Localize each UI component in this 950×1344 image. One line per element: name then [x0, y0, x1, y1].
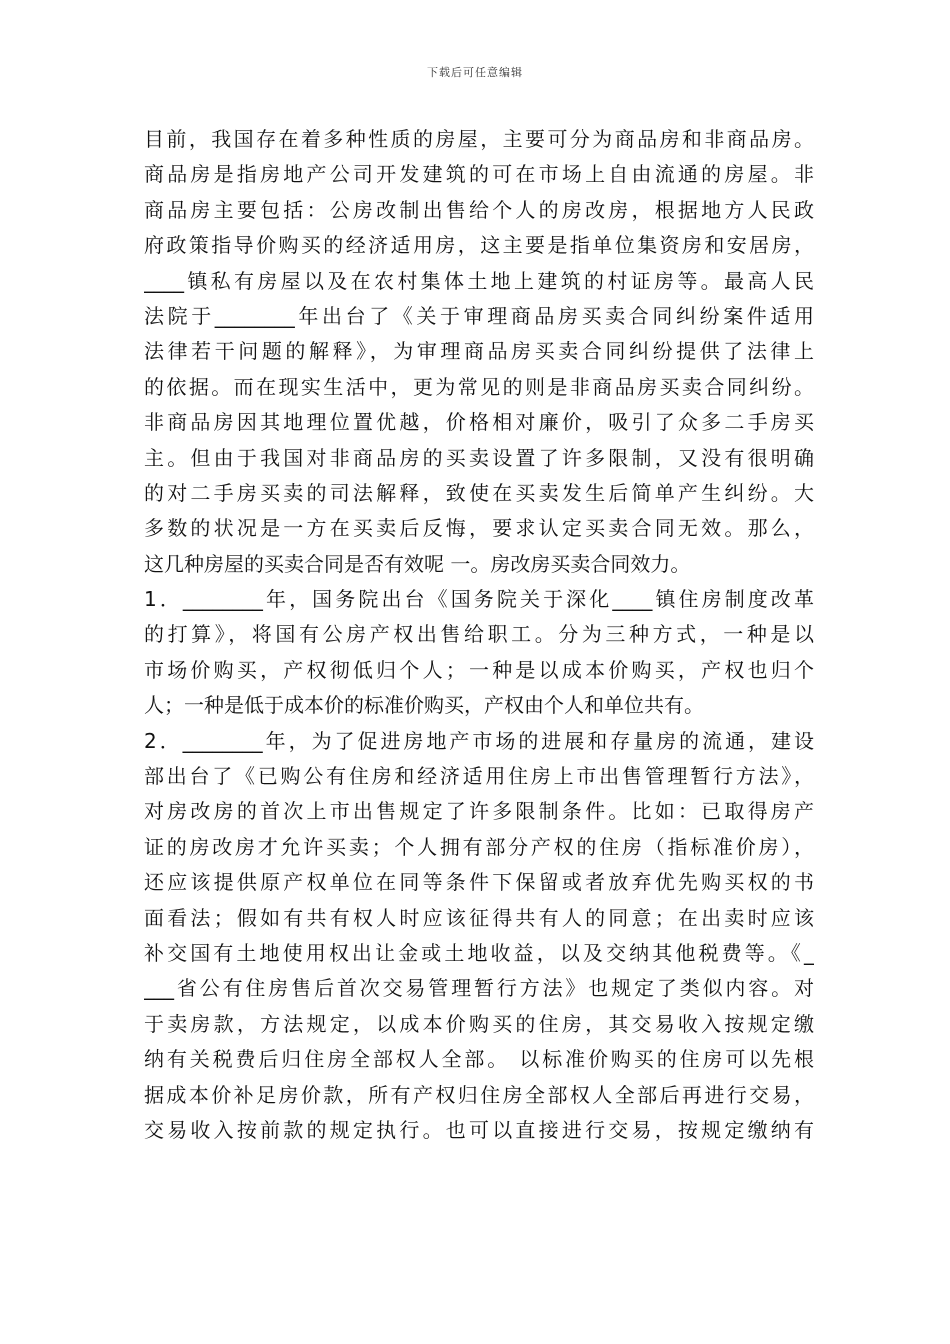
text-line: 的对二手房买卖的司法解释，致使在买卖发生后简单产生纠纷。大 [144, 480, 814, 505]
text-line: ____镇私有房屋以及在农村集体土地上建筑的村证房等。最高人民 [144, 268, 814, 293]
text-line: 市场价购买，产权彻低归个人；一种是以成本价购买，产权也归个 [144, 657, 814, 682]
text-line: 这几种房屋的买卖合同是否有效呢 一。房改房买卖合同效力。 [144, 551, 691, 576]
text-line: 多数的状况是一方在买卖后反悔，要求认定买卖合同无效。那么， [144, 516, 814, 541]
text-line: 法律若干问题的解释》，为审理商品房买卖合同纠纷提供了法律上 [144, 339, 814, 364]
text-line: 补交国有土地使用权出让金或土地收益，以及交纳其他税费等。《_ [144, 940, 814, 965]
text-line: 2．________年，为了促进房地产市场的进展和存量房的流通，建设 [144, 728, 814, 753]
text-line: 的打算》，将国有公房产权出售给职工。分为三种方式，一种是以 [144, 622, 814, 647]
body-text [144, 122, 814, 1148]
text-line: 非商品房因其地理位置优越，价格相对廉价，吸引了众多二手房买 [144, 410, 814, 435]
text-line: 主。但由于我国对非商品房的买卖设置了许多限制，又没有很明确 [144, 445, 814, 470]
text-line: 面看法；假如有共有权人时应该征得共有人的同意；在出卖时应该 [144, 905, 814, 930]
page-header: 下载后可任意编辑 [427, 66, 523, 79]
text-line: 人；一种是低于成本价的标准价购买，产权由个人和单位共有。 [144, 693, 704, 718]
text-line: 还应该提供原产权单位在同等条件下保留或者放弃优先购买权的书 [144, 870, 814, 895]
text-line: 据成本价补足房价款，所有产权归住房全部权人全部后再进行交易， [144, 1082, 814, 1107]
text-line: 商品房主要包括：公房改制出售给个人的房改房，根据地方人民政 [144, 197, 814, 222]
text-line: 目前，我国存在着多种性质的房屋，主要可分为商品房和非商品房。 [144, 127, 814, 151]
text-line: ___省公有住房售后首次交易管理暂行方法》也规定了类似内容。对 [144, 976, 814, 1001]
text-line: 证的房改房才允许买卖；个人拥有部分产权的住房（指标准价房）， [144, 834, 814, 859]
text-line: 纳有关税费后归住房全部权人全部。 以标准价购买的住房可以先根 [144, 1047, 814, 1072]
text-line: 对房改房的首次上市出售规定了许多限制条件。比如：已取得房产 [144, 799, 814, 824]
text-line: 府政策指导价购买的经济适用房，这主要是指单位集资房和安居房， [144, 233, 814, 258]
text-line: 法院于________年出台了《关于审理商品房买卖合同纠纷案件适用 [144, 303, 814, 328]
text-line: 部出台了《已购公有住房和经济适用住房上市出售管理暂行方法》， [144, 764, 814, 789]
text-line: 1．________年，国务院出台《国务院关于深化____镇住房制度改革 [144, 587, 814, 612]
text-line: 于卖房款，方法规定，以成本价购买的住房，其交易收入按规定缴 [144, 1011, 814, 1036]
text-line: 商品房是指房地产公司开发建筑的可在市场上自由流通的房屋。非 [144, 162, 814, 187]
text-line: 的依据。而在现实生活中，更为常见的则是非商品房买卖合同纠纷。 [144, 374, 814, 399]
text-line: 交易收入按前款的规定执行。也可以直接进行交易，按规定缴纳有 [144, 1117, 814, 1142]
